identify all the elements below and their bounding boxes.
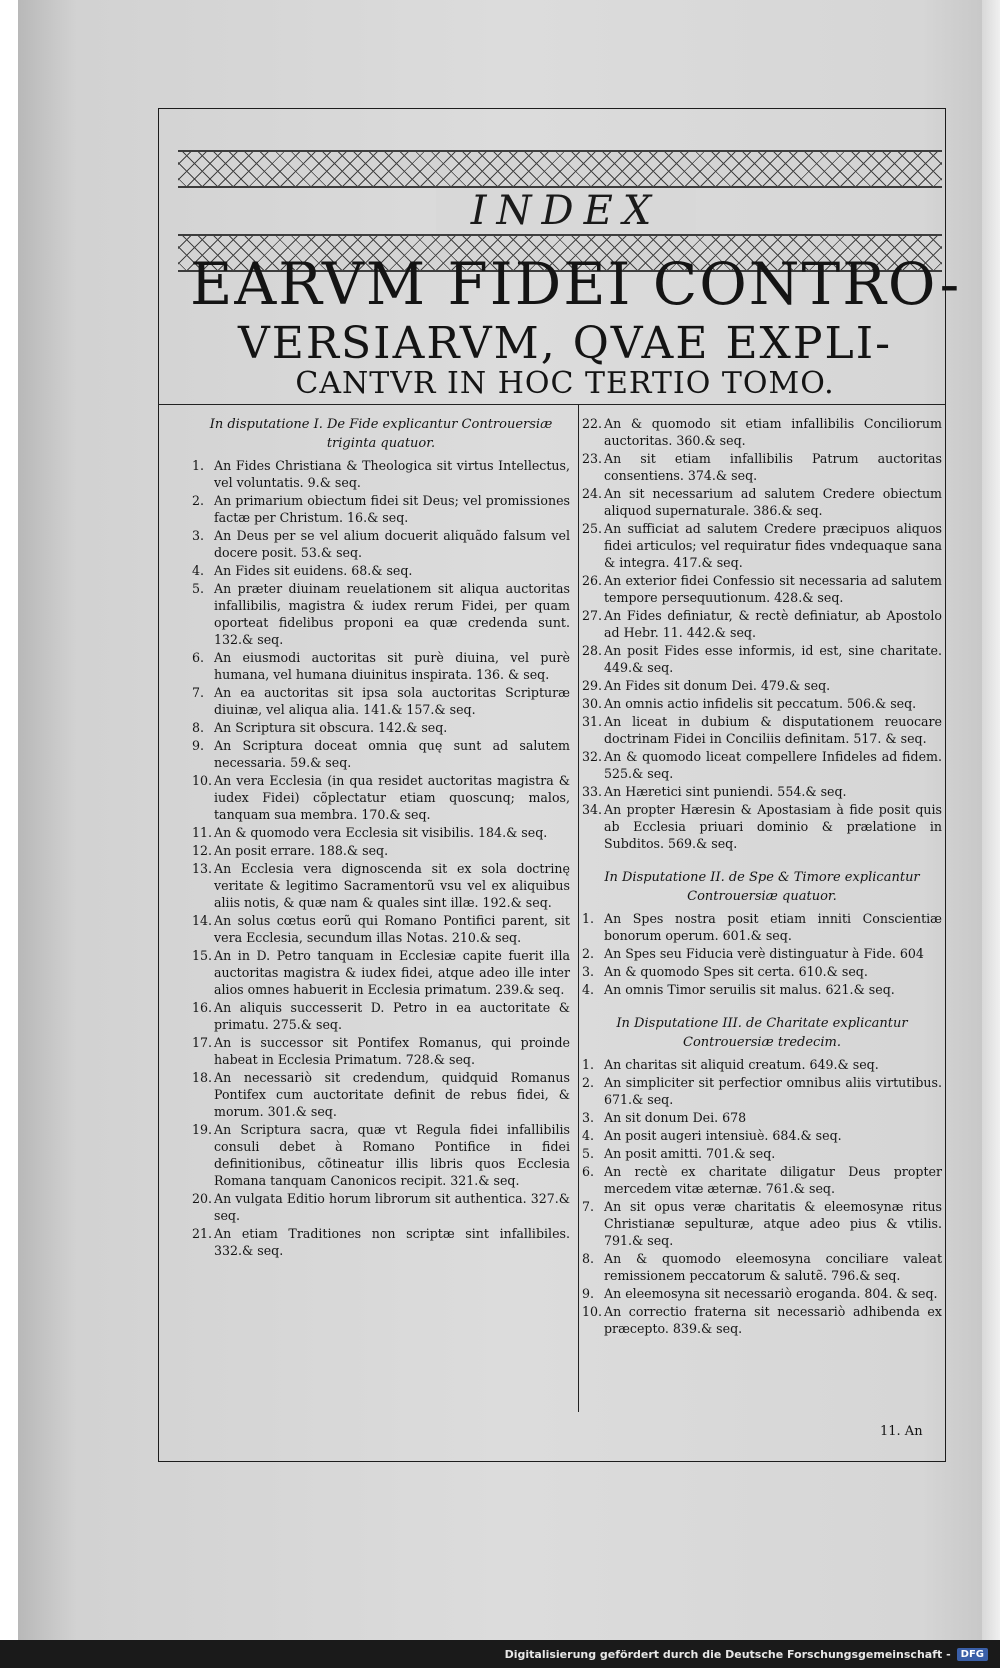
entry-number: 15. (192, 948, 213, 963)
index-entry (192, 1225, 570, 1259)
entry-number: 11. (192, 825, 213, 840)
entry-text: An correctio fraterna sit necessariò adhibenda ex præcepto. 839.& seq. (604, 1304, 942, 1336)
entry-number: 8. (192, 720, 205, 735)
entry-text: An posit amitti. 701.& seq. (604, 1146, 776, 1161)
entry-number: 21. (192, 1226, 213, 1241)
entry-number: 27. (582, 608, 603, 623)
index-entry (582, 415, 942, 449)
index-entry (192, 999, 570, 1033)
index-heading: INDEX (436, 188, 696, 234)
entry-number: 2. (192, 493, 205, 508)
index-entry (582, 1250, 942, 1284)
entry-text: An liceat in dubium & disputationem reuocare doctrinam Fidei in Conciliis definitam. 517. & seq. (604, 714, 942, 746)
index-entry (192, 824, 570, 841)
entry-text: An ea auctoritas sit ipsa sola auctoritas Scripturæ diuinæ, vel aliqua alia. 141.& 157.& seq. (214, 685, 570, 717)
index-entry (192, 719, 570, 736)
entry-text: An solus cœtus eorũ qui Romano Pontifici parent, sit vera Ecclesia, secundum illas Notas. 210.& seq. (214, 913, 570, 945)
entry-number: 20. (192, 1191, 213, 1206)
entry-number: 22. (582, 416, 603, 431)
section-gap (582, 999, 942, 1014)
index-entry (192, 684, 570, 718)
entry-list-disputation-1 (192, 457, 570, 1259)
entry-number: 9. (582, 1286, 595, 1301)
entry-number: 1. (192, 458, 205, 473)
page-edge (982, 0, 1000, 1640)
dfg-logo: DFG (957, 1648, 988, 1661)
entry-text: An sit donum Dei. 678 (604, 1110, 747, 1125)
entry-text: An Fides sit euidens. 68.& seq. (214, 563, 413, 578)
entry-number: 3. (582, 964, 595, 979)
entry-number: 32. (582, 749, 603, 764)
index-entry (582, 1109, 942, 1126)
index-entry (582, 572, 942, 606)
index-entry (192, 527, 570, 561)
title-line-1: EARVM FIDEI CONTRO- (190, 250, 962, 318)
entry-text: An Scriptura doceat omnia quę sunt ad salutem necessaria. 59.& seq. (214, 738, 570, 770)
entry-text: An propter Hæresin & Apostasiam à fide posit quis ab Ecclesia priuari dominio & prælatione in Subditos. 569.& seq. (604, 802, 942, 851)
entry-text: An vulgata Editio horum librorum sit authentica. 327.& seq. (214, 1191, 570, 1223)
entry-text: An vera Ecclesia (in qua residet auctoritas magistra & iudex Fidei) cõplectatur etiam quoscunq; malos, tanquam sua membra. 170.& seq. (214, 773, 570, 822)
entry-text: An Hæretici sint puniendi. 554.& seq. (604, 784, 847, 799)
index-entry (582, 801, 942, 852)
entry-number: 9. (192, 738, 205, 753)
entry-text: An sit etiam infallibilis Patrum auctoritas consentiens. 374.& seq. (604, 451, 942, 483)
entry-number: 2. (582, 946, 595, 961)
index-entry (582, 642, 942, 676)
entry-list-disputation-2 (582, 910, 942, 998)
footer-text: Digitalisierung gefördert durch die Deutsche Forschungsgemeinschaft - (504, 1647, 951, 1661)
index-entry (582, 450, 942, 484)
entry-text: An exterior fidei Confessio sit necessaria ad salutem tempore persequutionum. 428.& seq. (604, 573, 942, 605)
entry-number: 28. (582, 643, 603, 658)
entry-text: An Deus per se vel alium docuerit aliquãdo falsum vel docere posit. 53.& seq. (214, 528, 570, 560)
entry-text: An & quomodo eleemosyna conciliare valeat remissionem peccatorum & salutẽ. 796.& seq. (604, 1251, 942, 1283)
index-entry (582, 1163, 942, 1197)
entry-number: 29. (582, 678, 603, 693)
entry-number: 3. (192, 528, 205, 543)
index-entry (582, 677, 942, 694)
index-entry (582, 713, 942, 747)
title-line-3: CANTVR IN HOC TERTIO TOMO. (295, 366, 835, 401)
index-entry (582, 981, 942, 998)
index-entry (192, 1034, 570, 1068)
entry-number: 23. (582, 451, 603, 466)
entry-text: An præter diuinam reuelationem sit aliqua auctoritas infallibilis, magistra & iudex rerum Fidei, per quam oporteat fidelibus proponi ea quæ credenda sunt. 132.& seq. (214, 581, 570, 647)
entry-text: An aliquis successerit D. Petro in ea auctoritate & primatu. 275.& seq. (214, 1000, 570, 1032)
index-entry (192, 912, 570, 946)
entry-number: 12. (192, 843, 213, 858)
entry-number: 4. (582, 982, 595, 997)
entry-text: An posit Fides esse informis, id est, sine charitate. 449.& seq. (604, 643, 942, 675)
entry-number: 30. (582, 696, 603, 711)
index-entry (582, 748, 942, 782)
index-entry (192, 860, 570, 911)
entry-text: An etiam Traditiones non scriptæ sint infallibiles. 332.& seq. (214, 1226, 570, 1258)
index-entry (582, 485, 942, 519)
entry-text: An necessariò sit credendum, quidquid Romanus Pontifex cum auctoritate definit de rebus fidei, & morum. 301.& seq. (214, 1070, 570, 1119)
entry-text: An charitas sit aliquid creatum. 649.& seq. (604, 1057, 879, 1072)
digitization-footer (0, 1640, 1000, 1668)
entry-text: An simpliciter sit perfectior omnibus aliis virtutibus. 671.& seq. (604, 1075, 942, 1107)
index-entry (192, 737, 570, 771)
index-entry (582, 695, 942, 712)
entry-number: 33. (582, 784, 603, 799)
index-entry (192, 1190, 570, 1224)
entry-number: 31. (582, 714, 603, 729)
index-entry (582, 1127, 942, 1144)
index-entry (192, 842, 570, 859)
entry-list-disputation-1-cont (582, 415, 942, 852)
entry-number: 24. (582, 486, 603, 501)
entry-number: 1. (582, 1057, 595, 1072)
right-column (582, 415, 942, 1338)
index-entry (192, 580, 570, 648)
entry-number: 18. (192, 1070, 213, 1085)
entry-text: An Fides Christiana & Theologica sit virtus Intellectus, vel voluntatis. 9.& seq. (214, 458, 570, 490)
entry-text: An sufficiat ad salutem Credere præcipuos aliquos fidei articulos; vel requiratur fides vndequaque sana & integra. 417.& seq. (604, 521, 942, 570)
entry-number: 19. (192, 1122, 213, 1137)
entry-text: An & quomodo vera Ecclesia sit visibilis. 184.& seq. (214, 825, 548, 840)
index-entry (582, 1198, 942, 1249)
entry-text: An eiusmodi auctoritas sit purè diuina, vel purè humana, vel humana diuinitus inspirata. 136. & seq. (214, 650, 570, 682)
index-entry (582, 1056, 942, 1073)
index-entry (582, 910, 942, 944)
index-entry (192, 457, 570, 491)
entry-text: An & quomodo sit etiam infallibilis Conciliorum auctoritas. 360.& seq. (604, 416, 942, 448)
entry-text: An Scriptura sacra, quæ vt Regula fidei infallibilis consuli debet à Romano Pontifice in fidei definitionibus, cõtineatur illis libris quos Ecclesia Romana tanquam Canonicos recipit. 321.& seq. (214, 1122, 570, 1188)
entry-text: An Fides definiatur, & rectè definiatur, ab Apostolo ad Hebr. 11. 442.& seq. (604, 608, 942, 640)
section-heading-disputation-1: In disputatione I. De Fide explicantur Controuersiæ triginta quatuor. (209, 417, 553, 451)
entry-number: 26. (582, 573, 603, 588)
entry-text: An posit errare. 188.& seq. (214, 843, 389, 858)
entry-text: An Ecclesia vera dignoscenda sit ex sola doctrinę veritate & legitimo Sacramentorũ vsu vel ex aliquibus aliis notis, & quæ nam & quales sint illæ. 192.& seq. (214, 861, 570, 910)
entry-text: An & quomodo Spes sit certa. 610.& seq. (604, 964, 868, 979)
entry-number: 3. (582, 1110, 595, 1125)
entry-number: 5. (582, 1146, 595, 1161)
entry-text: An Fides sit donum Dei. 479.& seq. (604, 678, 831, 693)
entry-number: 4. (192, 563, 205, 578)
index-entry (582, 520, 942, 571)
entry-text: An eleemosyna sit necessariò eroganda. 804. & seq. (604, 1286, 938, 1301)
entry-text: An primarium obiectum fidei sit Deus; vel promissiones factæ per Christum. 16.& seq. (214, 493, 570, 525)
column-divider (578, 404, 579, 1412)
entry-number: 6. (582, 1164, 595, 1179)
section-heading-disputation-2: In Disputatione II. de Spe & Timore explicantur Controuersiæ quatuor. (604, 870, 920, 904)
index-entry (582, 945, 942, 962)
entry-number: 8. (582, 1251, 595, 1266)
index-entry (192, 492, 570, 526)
index-entry (582, 1285, 942, 1302)
entry-number: 25. (582, 521, 603, 536)
entry-number: 6. (192, 650, 205, 665)
entry-number: 14. (192, 913, 213, 928)
entry-text: An posit augeri intensiuè. 684.& seq. (604, 1128, 842, 1143)
entry-number: 2. (582, 1075, 595, 1090)
entry-text: An sit necessarium ad salutem Credere obiectum aliquod supernaturale. 386.& seq. (604, 486, 942, 518)
entry-number: 17. (192, 1035, 213, 1050)
entry-number: 16. (192, 1000, 213, 1015)
index-entry (192, 1121, 570, 1189)
entry-text: An omnis actio infidelis sit peccatum. 506.& seq. (604, 696, 917, 711)
index-entry (192, 1069, 570, 1120)
index-entry (582, 1145, 942, 1162)
entry-number: 13. (192, 861, 213, 876)
entry-number: 1. (582, 911, 595, 926)
entry-number: 4. (582, 1128, 595, 1143)
entry-number: 7. (582, 1199, 595, 1214)
section-heading-disputation-3: In Disputatione III. de Charitate explicantur Controuersiæ tredecim. (616, 1016, 908, 1050)
catchword: 11. An (880, 1424, 923, 1439)
index-entry (582, 1074, 942, 1108)
index-entry (192, 947, 570, 998)
entry-text: An Scriptura sit obscura. 142.& seq. (214, 720, 448, 735)
entry-text: An in D. Petro tanquam in Ecclesiæ capite fuerit illa auctoritas magistra & iudex fidei, atque adeo ille inter alios omnes habuerit in Ecclesia primatum. 239.& seq. (214, 948, 570, 997)
index-entry (192, 562, 570, 579)
entry-text: An & quomodo liceat compellere Infideles ad fidem. 525.& seq. (604, 749, 942, 781)
entry-text: An is successor sit Pontifex Romanus, qui proinde habeat in Ecclesia Primatum. 728.& seq. (214, 1035, 570, 1067)
left-column (192, 415, 570, 1260)
index-entry (192, 649, 570, 683)
entry-text: An Spes nostra posit etiam inniti Conscientiæ bonorum operum. 601.& seq. (604, 911, 942, 943)
entry-text: An sit opus veræ charitatis & eleemosynæ ritus Christianæ sepulturæ, atque adeo pius & vtilis. 791.& seq. (604, 1199, 942, 1248)
ornament-band-top (178, 150, 942, 188)
title-line-2: VERSIARVM, QVAE EXPLI- (238, 318, 892, 369)
section-gap (582, 853, 942, 868)
index-entry (582, 607, 942, 641)
index-entry (582, 783, 942, 800)
horizontal-rule (158, 404, 946, 405)
entry-number: 7. (192, 685, 205, 700)
entry-number: 10. (582, 1304, 603, 1319)
index-entry (582, 963, 942, 980)
index-entry (192, 772, 570, 823)
index-entry (582, 1303, 942, 1337)
entry-number: 5. (192, 581, 205, 596)
entry-text: An rectè ex charitate diligatur Deus propter mercedem vitæ æternæ. 761.& seq. (604, 1164, 942, 1196)
entry-number: 34. (582, 802, 603, 817)
entry-list-disputation-3 (582, 1056, 942, 1337)
entry-text: An omnis Timor seruilis sit malus. 621.& seq. (604, 982, 895, 997)
entry-number: 10. (192, 773, 213, 788)
entry-text: An Spes seu Fiducia verè distinguatur à Fide. 604 (604, 946, 924, 961)
